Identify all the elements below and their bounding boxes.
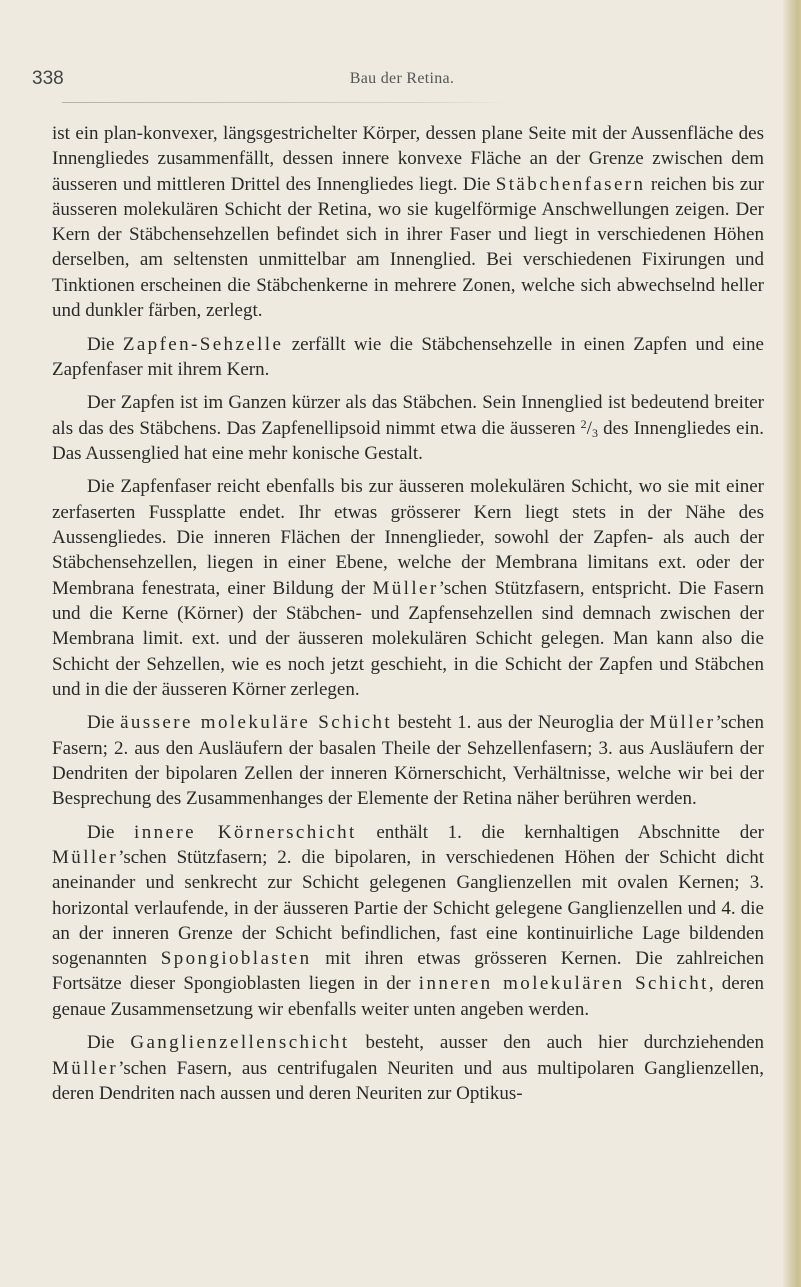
text-run: Die Zapfenfaser reicht ebenfalls bis zur äusseren molekulären Schicht, wo sie mit einer zerfaserten Fussplatte endet. Ihr etwas grösserer Kern liegt stets in der Nähe des Aussengliedes. Die inneren Flächen der Innenglieder, sowohl der Zapfen- als auch der Stäbchensehzellen, liegen in einer Ebene, welche der Membrana limitans ext. oder der Membrana fenestrata, einer Bildung der — [52, 476, 764, 599]
page-edge — [783, 0, 801, 1287]
body-text — [52, 121, 764, 1106]
spaced-term: Ganglienzellenschicht — [130, 1032, 350, 1054]
paragraph — [52, 710, 764, 811]
fraction-part: 2 — [580, 416, 587, 431]
text-run: Die — [87, 1032, 131, 1054]
text-run: Die — [87, 712, 121, 734]
text-run: besteht 1. aus der Neuroglia der — [392, 712, 650, 734]
text-run: mit ihren etwas grösseren Kernen. Die zahlreichen Fortsätze dieser Spongioblasten liegen in der — [52, 948, 764, 995]
text-run: ist ein plan-konvexer, längsgestrichelter Körper, dessen plane Seite mit der Aussenfläche des Innengliedes zusammenfällt, dessen innere konvexe Fläche an der Grenze zwischen dem äusseren und mittleren Drittel des Innengliedes liegt. Die — [52, 123, 764, 195]
spaced-term: Müller — [52, 846, 119, 868]
text-run: Der Zapfen ist im Ganzen kürzer als das Stäbchen. Sein Innenglied ist bedeutend breiter als das des Stäbchens. Das Zapfenellipsoid nimmt etwa die äusseren — [52, 392, 764, 439]
spaced-term: inneren molekulären Schicht — [418, 973, 709, 995]
spaced-term: Spongioblasten — [160, 948, 312, 970]
text-run: ’schen Stützfasern, entspricht. Die Fasern und die Kerne (Körner) der Stäbchen- und Zapfensehzellen sind demnach zwischen der Membrana limit. ext. und der äusseren molekulären Schicht gelegen. Man kann also die Schicht der Sehzellen, wie es noch jetzt geschieht, in die Schicht der Zapfen und Stäbchen und in die der äusseren Körner zerlegen. — [52, 577, 764, 700]
paragraph — [52, 820, 764, 1022]
paragraph — [52, 390, 764, 466]
fraction-part: 3 — [591, 425, 598, 440]
page-header — [32, 68, 772, 96]
header-rule — [62, 102, 512, 103]
text-run: ’schen Stützfasern; 2. die bipolaren, in verschiedenen Höhen der Schicht dicht aneinander und senkrecht zur Schicht gelegenen Ganglienzellen mit ovalen Kernen; 3. horizontal verlaufende, in der äusseren Partie der Schicht gelegene Ganglienzellen und 4. die an der inneren Grenze der Schicht befindlichen, fast eine kontinuirliche Lage bildenden sogenannten — [52, 846, 764, 970]
page-number: 338 — [32, 68, 64, 89]
spaced-term: Müller — [649, 712, 716, 734]
spaced-term: Müller — [52, 1057, 119, 1079]
text-run: besteht, ausser den auch hier durchziehenden — [349, 1032, 764, 1054]
text-run: ’schen Fasern; 2. aus den Ausläufern der basalen Theile der Sehzellenfasern; 3. aus Ausläufern der Dendriten der bipolaren Zellen der inneren Körnerschicht, Verhältnisse, welche wir bei der Besprechung des Zusammenhanges der Elemente der Retina näher berühren werden. — [52, 712, 764, 810]
spaced-term: innere Körnerschicht — [134, 821, 357, 843]
running-head: Bau der Retina. — [349, 70, 455, 87]
text-run: des Innengliedes ein. Das Aussenglied hat eine mehr konische Gestalt. — [52, 417, 764, 464]
spaced-term: Stäbchenfasern — [495, 173, 646, 195]
text-run: Die — [87, 821, 135, 843]
text-run: zerfällt wie die Stäbchensehzelle in einen Zapfen und eine Zapfenfaser mit ihrem Kern. — [52, 333, 764, 380]
paragraph — [52, 121, 764, 323]
text-run: enthält 1. die kernhaltigen Abschnitte der — [356, 821, 764, 843]
spaced-term: Zapfen-Sehzelle — [122, 333, 284, 355]
text-run: / — [586, 417, 592, 439]
paragraph — [52, 1030, 764, 1106]
spaced-term: Müller — [372, 577, 439, 599]
text-run: reichen bis zur äusseren molekulären Schicht der Retina, wo sie kugelförmige Anschwellungen zeigen. Der Kern der Stäbchensehzellen befindet sich in ihrer Faser und liegt in verschiedenen Höhen derselben, am seltensten unmittelbar am Innenglied. Bei verschiedenen Fixirungen und Tinktionen erscheinen die Stäbchenkerne in mehrere Zonen, welche sich abwechselnd heller und dunkler färben, zerlegt. — [52, 173, 764, 322]
paragraph — [52, 332, 764, 383]
paragraph — [52, 474, 764, 702]
spaced-term: äussere molekuläre Schicht — [120, 712, 393, 734]
text-run: ’schen Fasern, aus centrifugalen Neuriten und aus multipolaren Ganglienzellen, deren Dendriten nach aussen und deren Neuriten zur Optikus- — [52, 1057, 764, 1104]
text-run: Die — [87, 333, 123, 355]
text-run: , deren genaue Zusammensetzung wir ebenfalls weiter unten angeben werden. — [52, 973, 765, 1020]
